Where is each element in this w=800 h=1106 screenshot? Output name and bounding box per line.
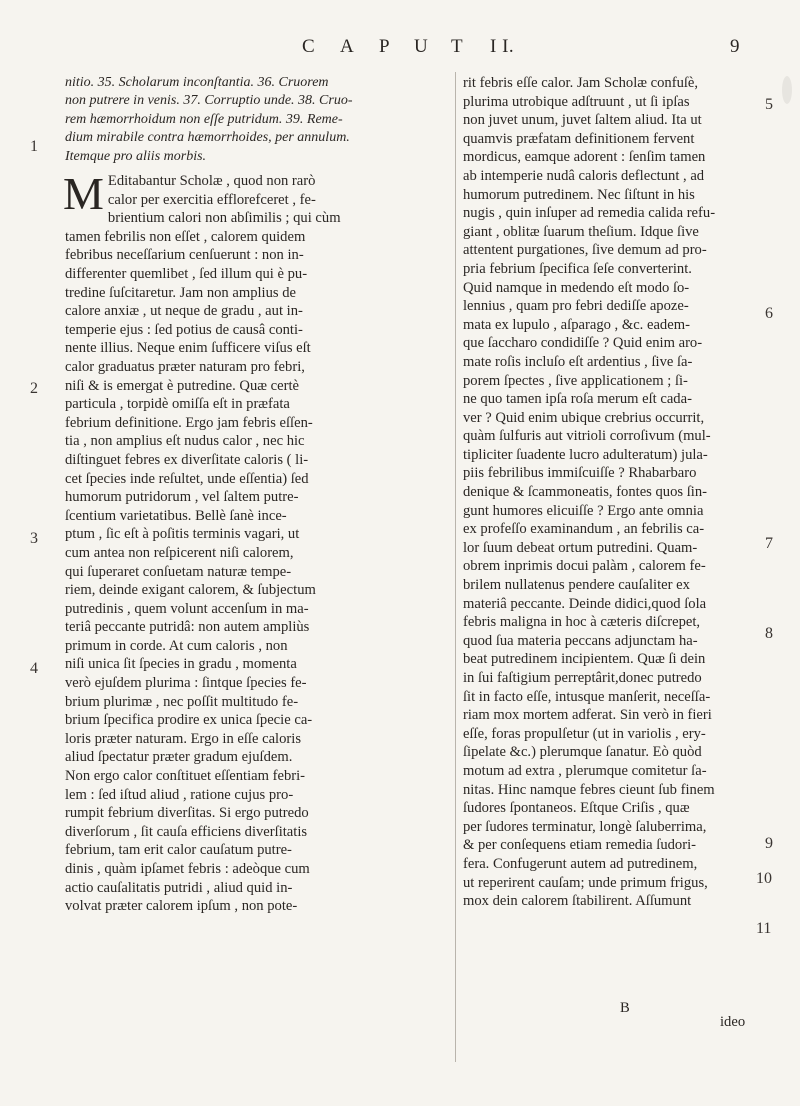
page-number: 9	[730, 36, 740, 57]
margin-number: 3	[30, 530, 38, 547]
text-line: riam mox mortem adferat. Sin verò in fieri	[463, 707, 712, 724]
text-line: ex profeſſo examinandum , an febrilis ca-	[463, 521, 705, 538]
text-line: verò ejuſdem plurima : ſintque ſpecies fe-	[65, 675, 307, 692]
text-line: mate roſis incluſo eſt ardentius , ſive ſa-	[463, 353, 693, 370]
margin-number: 6	[765, 305, 773, 322]
running-head	[0, 36, 800, 70]
text-line: brium plurimæ , nec poſſit multitudo fe-	[65, 693, 299, 710]
text-line: tipliciter ſuadente lucro adulteratum) jula-	[463, 446, 708, 463]
text-line: piis febrilibus immiſcuiſſe ? Rhabarbaro	[463, 465, 697, 482]
text-line: ptum , ſic eſt à poſitis terminis vagari, ut	[65, 526, 300, 543]
text-line: brientium calori non abſimilis ; qui cùm	[107, 210, 341, 227]
drop-cap: M	[63, 168, 104, 220]
text-line: humorum putridorum , vel ſaltem putre-	[65, 489, 299, 506]
running-head-t: T	[451, 36, 464, 57]
text-line: motum ad extra , plerumque comitetur ſa-	[463, 762, 707, 779]
text-line: teriâ peccante putridâ: non autem ampliùs	[65, 619, 310, 636]
text-line: cet ſpecies inde reſultet, unde eſſentia) ſed	[65, 470, 309, 487]
text-line: loris præter naturam. Ergo in eſſe caloris	[65, 730, 302, 747]
text-line: pria febrium ſpecifica ſeſe converterint.	[463, 260, 692, 277]
margin-number: 4	[30, 660, 38, 677]
margin-number: 7	[765, 535, 773, 552]
text-line: giant , oblitæ ſuarum theſium. Idque ſive	[463, 223, 699, 240]
text-line: in ſui faſtigium perreptârit,donec putredo	[463, 670, 702, 686]
text-line: brilem nullatenus pendere cauſaliter ex	[463, 577, 690, 594]
text-line: qui ſuperaret conſuetam naturæ tempe-	[65, 563, 292, 580]
text-line: diſtinguet febres ex diverſitate caloris ( li-	[65, 451, 309, 468]
summary-line: rem hæmorrhoidum non eſſe putridum. 39. Reme-	[65, 111, 343, 127]
running-head-u: U	[414, 36, 429, 57]
column-divider	[455, 72, 456, 1062]
text-line: obrem inprimis docui palàm , calorem fe-	[463, 558, 706, 575]
text-line: riem, deinde exigant calorem, & ſubjectum	[65, 582, 316, 599]
text-line: materiâ peccante. Deinde didici,quod ſola	[463, 595, 707, 612]
text-line: temperie ejus : ſed potius de causâ conti-	[65, 321, 303, 338]
text-line: differenter quemlibet , ſed illum qui è pu-	[65, 266, 308, 282]
running-head-c: C	[302, 36, 316, 57]
text-line: ſit in facto eſſe, intusque manſerit, neceſſa-	[463, 688, 711, 705]
catchword: ideo	[720, 1014, 746, 1030]
text-line: quàm ſulfuris aut vitrioli corroſivum (mul-	[463, 428, 711, 445]
text-line: nugis , quin inſuper ad remedia calida refu-	[463, 205, 716, 222]
text-line: febribus neceſſarium cenſuerunt : non in-	[65, 247, 304, 264]
text-line: calor graduatus præter naturam pro febri,	[65, 358, 305, 375]
text-line: quamvis præfatam definitionem fervent	[463, 130, 695, 147]
text-line: tamen febrilis non eſſet , calorem quidem	[65, 228, 306, 245]
text-line: & per conſequens etiam remedia ſudori-	[463, 837, 697, 854]
text-line: diverſorum , ſit cauſa efficiens diverſitatis	[65, 823, 308, 840]
text-line: mox dein calorem ſtabilirent. Aſſumunt	[463, 893, 692, 910]
margin-number: 5	[765, 96, 773, 113]
text-line: calor per exercitia efflorefceret , fe-	[107, 191, 316, 208]
text-line: eſſe, foras propulſetur (ut in variolis , ery-	[463, 725, 706, 742]
text-line: mata ex lupulo , aſparago , &c. eadem-	[463, 316, 690, 333]
chapter-summary	[65, 74, 447, 166]
text-line: Quid namque in medendo eſt modo ſo-	[463, 279, 690, 296]
summary-line: dium mirabile contra hæmorrhoides, per annulum.	[65, 130, 350, 146]
body-text-left	[63, 168, 447, 916]
margin-number: 8	[765, 625, 773, 642]
margin-number: 10	[756, 870, 772, 887]
text-line: plurima utrobique adſtruunt , ut ſi ipſas	[463, 93, 690, 110]
summary-line: non putrere in venis. 37. Corruptio unde. 38. Cruo-	[65, 93, 353, 109]
text-line: dinis , quàm ipſamet febris : adeòque cum	[65, 861, 310, 877]
text-line: lem : ſed iſtud aliud , ratione cujus pro-	[65, 786, 294, 803]
text-line: lor ſuum debeat ortum putredini. Quam-	[463, 539, 698, 556]
text-line: Non ergo calor conſtituet eſſentiam febri-	[65, 768, 306, 785]
text-line: rumpit febrium diverſitas. Si ergo putredo	[65, 805, 309, 822]
text-line: niſi unica ſit ſpecies in gradu , momenta	[65, 656, 297, 673]
text-line: primum in corde. At cum caloris , non	[65, 637, 288, 654]
text-line: ut reperirent cauſam; unde primum frigus,	[463, 874, 708, 891]
text-line: cum antea non reſpicerent niſi calorem,	[65, 544, 294, 561]
text-line: calore anxiæ , ut neque de gradu , aut in-	[65, 303, 303, 320]
text-line: ſipelate &c.) plerumque ſanatur. Eò quòd	[463, 744, 702, 761]
text-line: febrium definitione. Ergo jam febris eſſen-	[65, 414, 313, 431]
text-line: brium ſpecifica prodire ex unica ſpecie ca-	[65, 712, 313, 729]
text-line: aliud ſpectatur præter gradum ejuſdem.	[65, 749, 293, 766]
running-head-p: P	[379, 36, 391, 57]
signature-mark: B	[620, 1000, 630, 1016]
text-line: humorum putredinem. Nec ſiſtunt in his	[463, 186, 695, 203]
text-line: ſcentium varietatibus. Bellè ſanè ince-	[65, 507, 287, 524]
text-line: denique & ſcammoneatis, fontes quos ſin-	[463, 484, 707, 501]
text-line: quod ſua materia peccans adjunctam ha-	[463, 632, 698, 649]
margin-number: 2	[30, 380, 38, 397]
text-line: ſudores ſpontaneos. Eſtque Criſis , quæ	[463, 800, 690, 817]
text-line: febris maligna in hoc à cæteris diſcrepet,	[463, 614, 701, 631]
text-line: beat putredinem incipientem. Quæ ſi dein	[463, 651, 706, 668]
text-line: per ſudores terminatur, longè ſaluberrima,	[463, 818, 707, 835]
text-line: mordicus, eamque adorent : ſenſim tamen	[463, 149, 706, 166]
text-line: niſi & is emergat è putredine. Quæ certè	[65, 377, 299, 394]
text-line: nitas. Hinc namque febres cieunt ſub finem	[463, 781, 715, 798]
text-line: particula , torpidè omiſſa eſt in præfata	[65, 396, 290, 413]
text-line: tredine ſuſcitaretur. Jam non amplius de	[65, 284, 297, 301]
text-line: fera. Confugerunt autem ad putredinem,	[463, 855, 698, 872]
text-line: ne quo tamen ipſa roſa merum eſt cada-	[463, 391, 692, 408]
summary-line: Itemque pro aliis morbis.	[65, 148, 207, 164]
margin-number: 1	[30, 138, 38, 155]
text-line: attentent purgationes, ſive demum ad pro-	[463, 242, 707, 259]
text-line: volvat præter calorem ipſum , non pote-	[65, 898, 298, 915]
text-line: actio cauſalitatis putridi , aliud quid in-	[65, 879, 293, 896]
left-column	[65, 74, 447, 916]
chapter-number: I I.	[490, 36, 515, 57]
text-line: rit febris eſſe calor. Jam Scholæ confuſè,	[463, 75, 699, 91]
text-line: ab intemperie nudâ caloris deflectunt , ad	[463, 167, 705, 184]
text-line: febrium, tam erit calor cauſatum putre-	[65, 842, 292, 859]
text-line: tia , non amplius eſt nudus calor , nec hic	[65, 433, 305, 450]
text-line: putredinis , quem volunt accenſum in ma-	[65, 600, 309, 617]
text-line: lennius , quam pro febri dediſſe apoze-	[463, 298, 689, 315]
right-column	[463, 74, 761, 911]
text-line: que ſaccharo condidiſſe ? Quid enim aro-	[463, 335, 703, 352]
running-head-a: A	[340, 36, 355, 57]
text-line: Editabantur Scholæ , quod non rarò	[107, 173, 316, 190]
text-line: ver ? Quid enim ubique crebrius occurrit,	[463, 409, 705, 426]
text-line: gunt humores elicuiſſe ? Ergo ante omnia	[463, 502, 704, 519]
text-line: nente illius. Neque enim ſufficere viſus eſt	[65, 340, 311, 357]
margin-number: 11	[756, 920, 772, 937]
text-line: non juvet unum, juvet ſaltem aliud. Ita ut	[463, 112, 702, 129]
text-line: porem ſpectes , ſive applicationem ; ſi-	[463, 372, 688, 389]
edge-stain	[780, 70, 794, 110]
summary-line: nitio. 35. Scholarum inconſtantia. 36. Cruorem	[65, 75, 329, 90]
margin-number: 9	[765, 835, 773, 852]
